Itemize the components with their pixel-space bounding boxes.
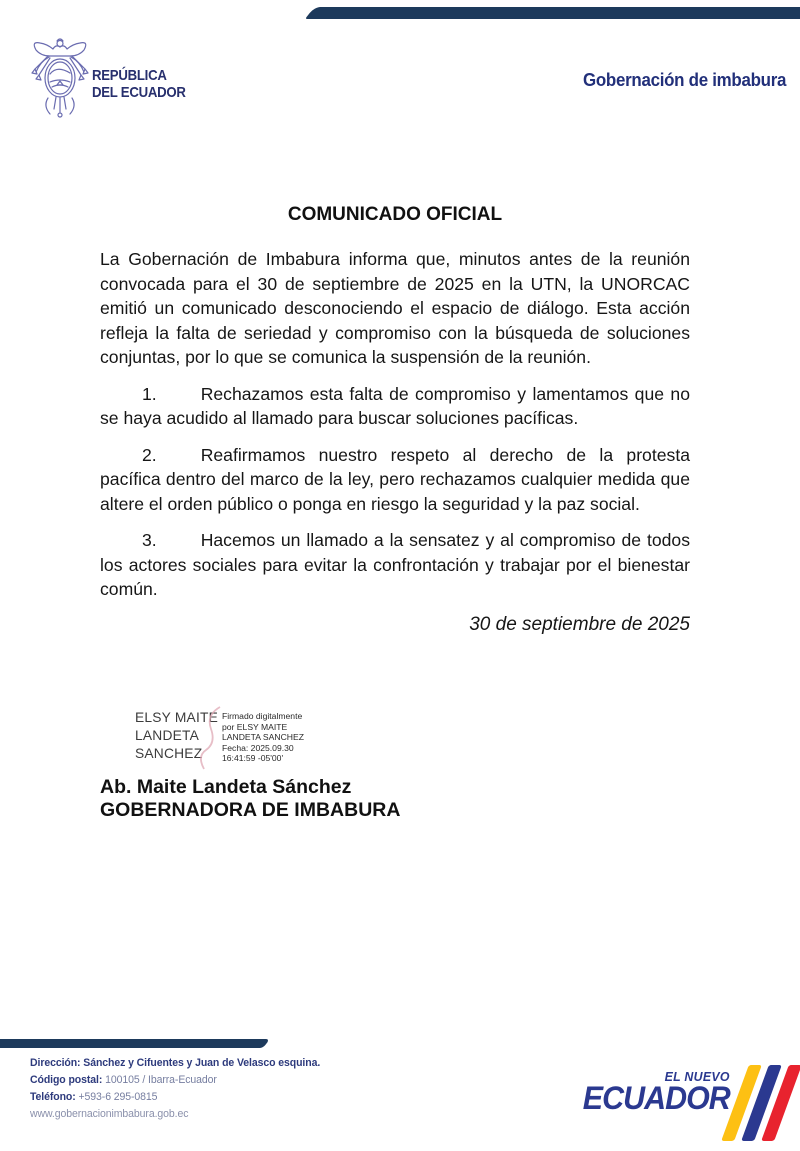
- signer-block: [100, 776, 400, 822]
- document-date: 30 de septiembre de 2025: [469, 613, 690, 635]
- footer-accent-bar: [0, 1039, 270, 1048]
- numbered-item-1: [100, 382, 690, 431]
- postal-value: 100105 / Ibarra-Ecuador: [105, 1074, 217, 1086]
- numbered-item-3: [100, 528, 690, 602]
- signature-detail-line2: por ELSY MAITE: [222, 721, 288, 732]
- signature-detail-line4: Fecha: 2025.09.30: [222, 742, 294, 753]
- brand-wordmark: [582, 1069, 730, 1116]
- brand-stripes-icon: [735, 1065, 788, 1141]
- address-label: Dirección:: [30, 1057, 81, 1069]
- address-value: Sánchez y Cifuentes y Juan de Velasco esquina.: [83, 1057, 321, 1069]
- numbered-item-2: [100, 443, 690, 517]
- item-2-number: 2.: [142, 444, 157, 465]
- signature-detail-line5: 16:41:59 -05'00': [222, 753, 284, 764]
- republic-line2: DEL ECUADOR: [92, 83, 186, 101]
- phone-value: +593-6 295-0815: [78, 1091, 158, 1103]
- official-statement: [100, 204, 690, 655]
- phone-label: Teléfono:: [30, 1091, 76, 1103]
- signature-name-line1: ELSY MAITE: [135, 710, 219, 725]
- signature-name-line2: LANDETA: [135, 728, 200, 743]
- ecuador-coat-of-arms-icon: [26, 36, 94, 125]
- contact-phone-line: [30, 1089, 320, 1106]
- signature-detail-line3: LANDETA SANCHEZ: [222, 732, 304, 743]
- el-nuevo-ecuador-logo: [582, 1064, 796, 1144]
- postal-label: Código postal:: [30, 1074, 103, 1086]
- signature-name-line3: SANCHEZ: [135, 746, 203, 761]
- brand-top-label: EL NUEVO: [664, 1069, 730, 1084]
- contact-address-line: [30, 1055, 320, 1072]
- digital-signature-details: [222, 711, 332, 764]
- item-1-number: 1.: [142, 383, 157, 404]
- signer-title: GOBERNADORA DE IMBABURA: [100, 799, 401, 821]
- signer-name: Ab. Maite Landeta Sánchez: [100, 776, 352, 798]
- item-2-text: Reafirmamos nuestro respeto al derecho de la protesta pacífica dentro del marco de la ley, pero rechazamos cualquier medida que altere el orden público o ponga en riesgo la seguridad y la paz social.: [100, 444, 690, 514]
- item-3-number: 3.: [142, 530, 157, 550]
- republic-line1: REPÚBLICA: [92, 67, 167, 84]
- signature-detail-line1: Firmado digitalmente: [222, 711, 303, 721]
- header-accent-bar: [305, 7, 800, 19]
- item-1-text: Rechazamos esta falta de compromiso y lamentamos que no se haya acudido al llamado para buscar soluciones pacíficas.: [100, 383, 690, 428]
- website-url: www.gobernacionimbabura.gob.ec: [30, 1108, 189, 1120]
- governorate-title: Gobernación de imbabura: [582, 70, 786, 90]
- footer-contact-info: [30, 1055, 320, 1123]
- intro-paragraph: La Gobernación de Imbabura informa que, minutos antes de la reunión convocada para el 30 de septiembre de 2025 en la UTN, la UNORCAC emitió un comunicado desconociendo el espacio de diálogo. Esta acción refleja la falta de seriedad y compromiso con la búsqueda de soluciones conjuntas, por lo que se comunica la suspensión de la reunión.: [100, 249, 690, 367]
- document-title: COMUNICADO OFICIAL: [287, 204, 503, 225]
- republic-of-ecuador-label: [92, 68, 186, 101]
- contact-postal-line: [30, 1072, 320, 1089]
- item-3-text: Hacemos un llamado a la sensatez y al compromiso de todos los actores sociales para evitar la confrontación y trabajar por el bienestar común.: [100, 530, 690, 599]
- brand-main-label: ECUADOR: [582, 1080, 730, 1116]
